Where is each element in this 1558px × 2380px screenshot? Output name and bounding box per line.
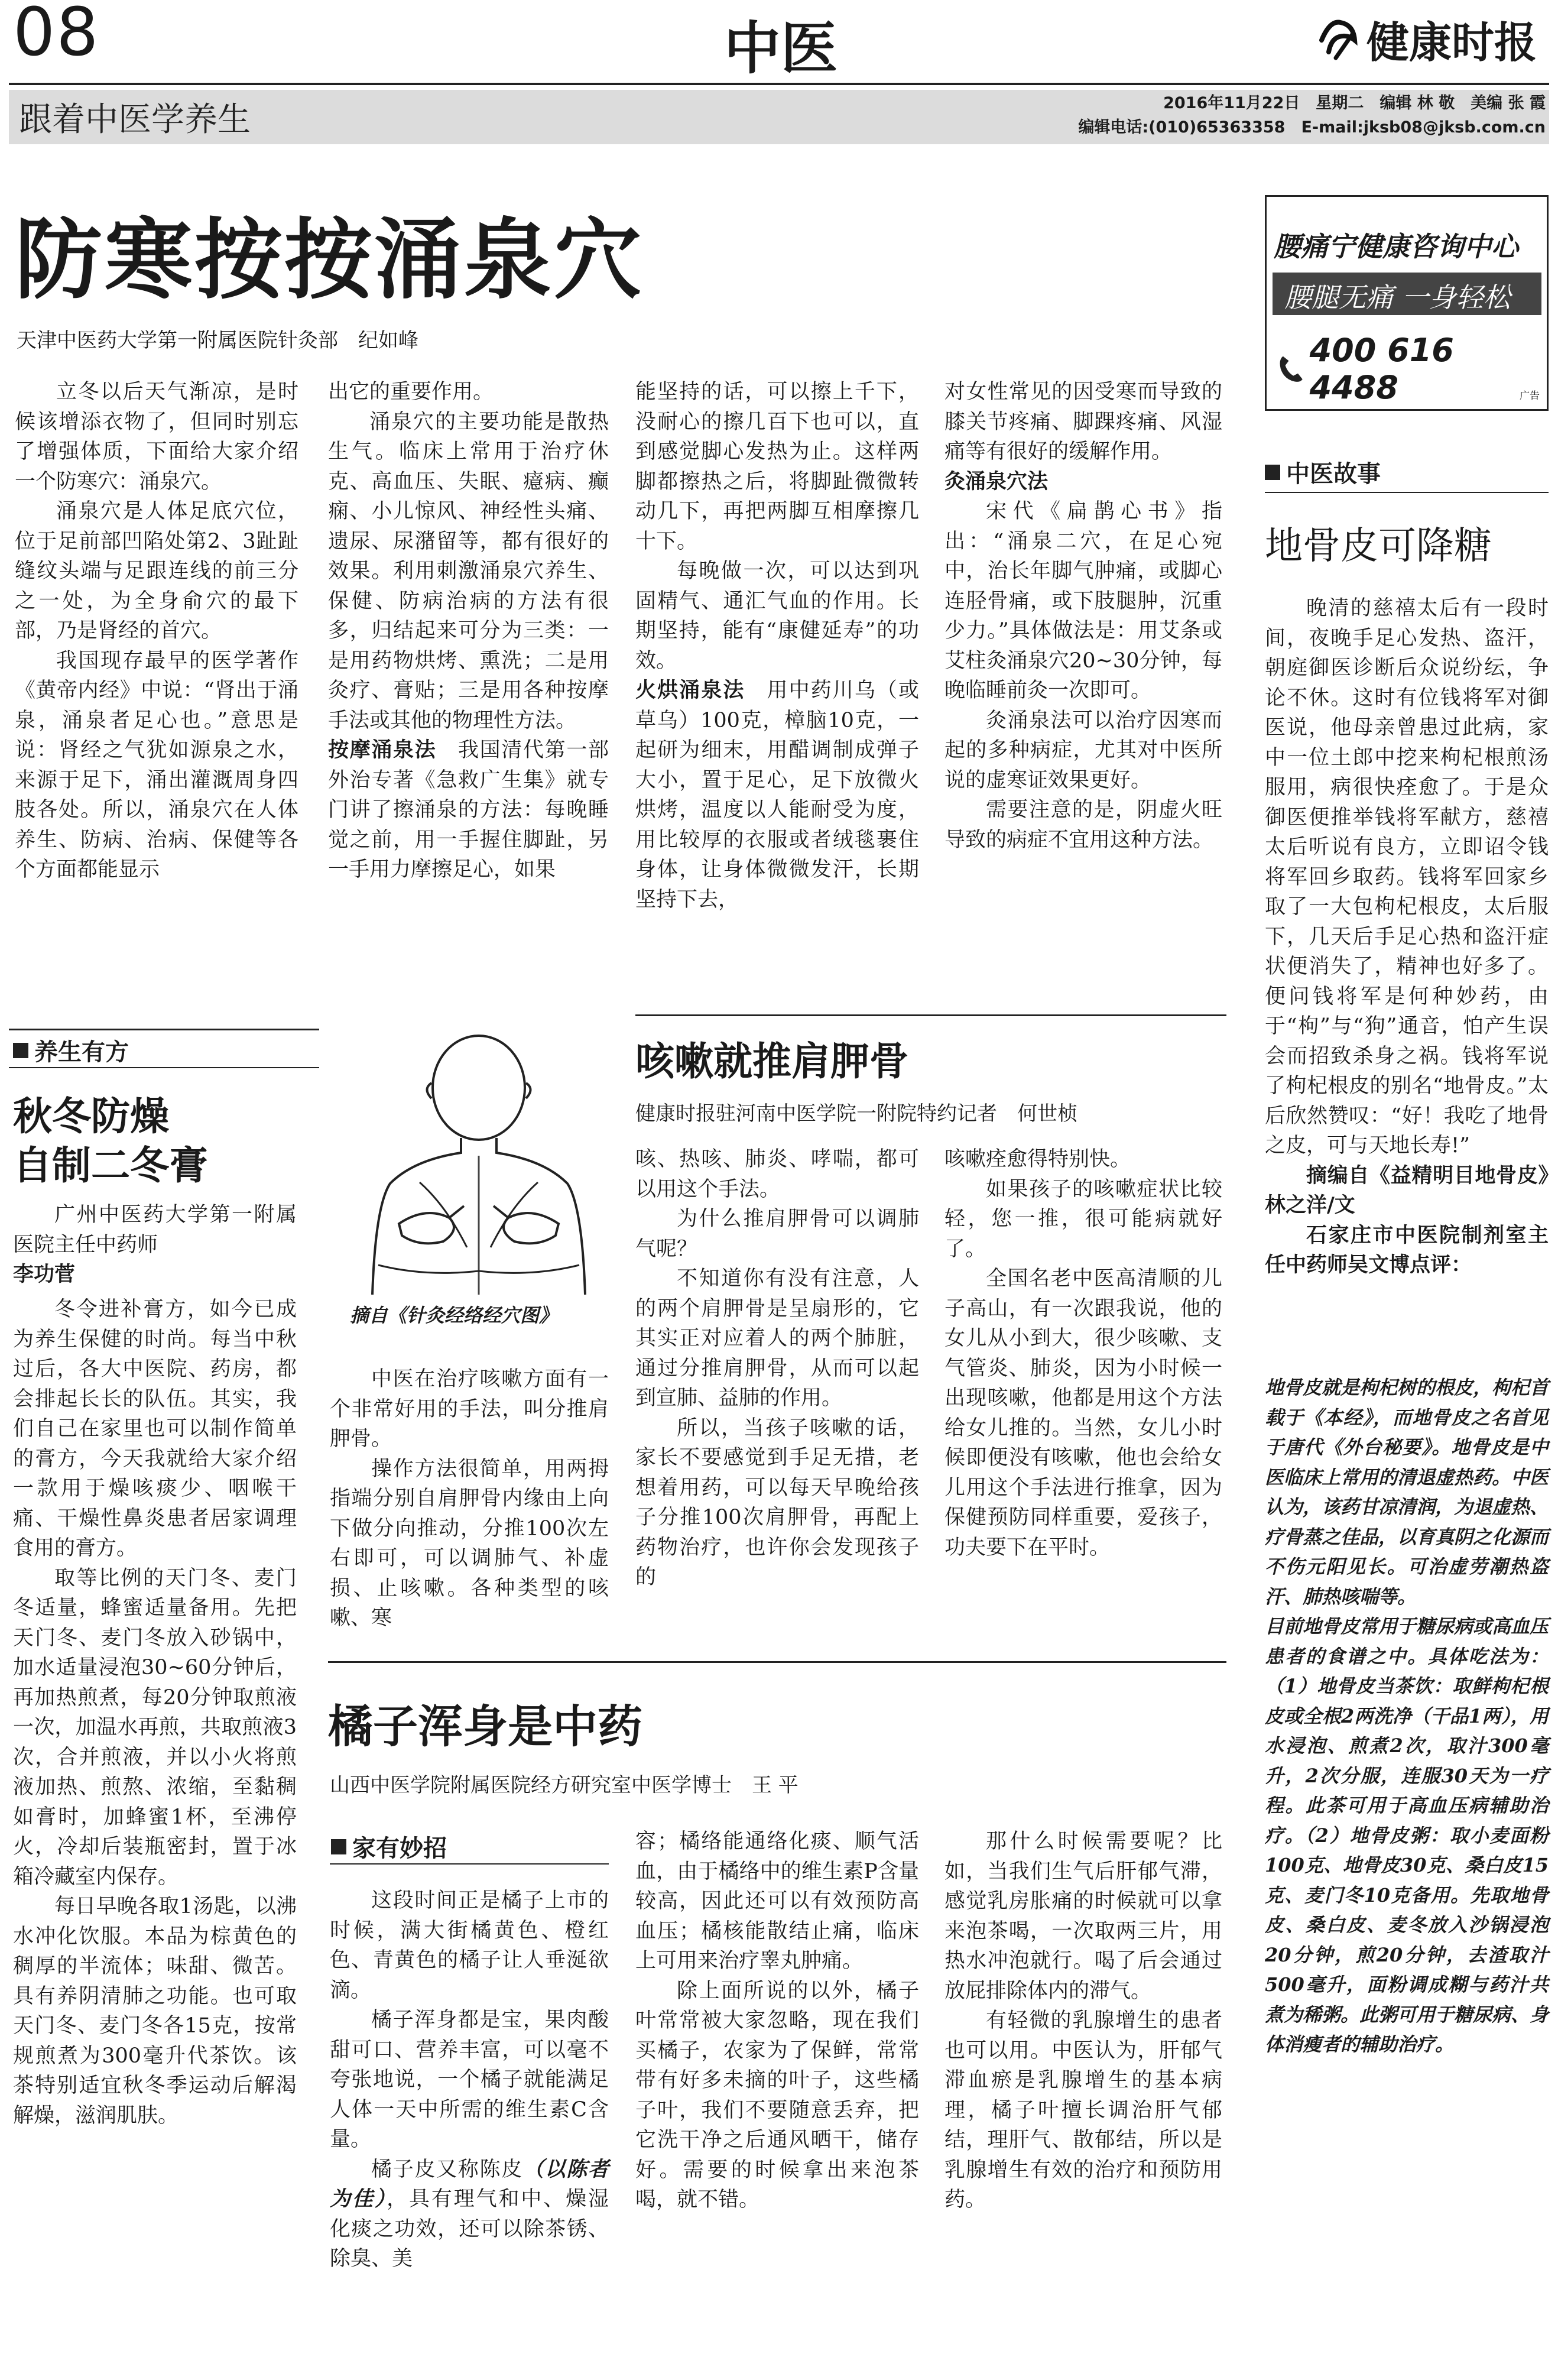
orange-byline: 山西中医学院附属医院经方研究室中医学博士 王 平 <box>330 1773 799 1797</box>
main-col-3-a <box>635 377 919 676</box>
paragraph: 取等比例的天门冬、麦门冬适量，蜂蜜适量备用。先把天门冬、麦门冬放入砂锅中，加水适量浸泡30~60分钟后，再加热煎煮，每20分钟取煎液一次，加温水再煎，共取煎液3次，合并煎液，并以小火将煎液加热、煎熬、浓缩，至黏稠如膏时，加蜂蜜1杯，至沸停火，冷却后装瓶密封，置于冰箱冷藏室内保存。 <box>13 1566 297 1889</box>
paragraph: 每晚做一次，可以达到巩固精气、通汇气血的作用。长期坚持，能有“康健延寿”的功效。 <box>635 559 919 673</box>
orange-section-rule <box>330 1863 609 1865</box>
paragraph: 中医在治疗咳嗽方面有一个非常好用的手法，叫分推肩胛骨。 <box>330 1367 609 1451</box>
paragraph: 每日早晚各取1汤匙，以沸水冲化饮服。本品为棕黄色的稠厚的半流体；味甜、微苦。具有养阴清肺之功能。也可取天门冬、麦门冬各15克，按常规煎煮为300毫升代茶饮。该茶特别适宜秋冬季运动后解渴解燥，滋润肌肤。 <box>13 1895 297 2128</box>
column-name: 跟着中医学养生 <box>19 100 251 139</box>
date-line: 2016年11月22日 星期二 编辑 林 敬 美编 张 霞 <box>1163 94 1546 112</box>
paper-logo <box>1318 8 1537 70</box>
orange-col-1-b: ，具有理气和中、燥湿化痰之功效，还可以除茶锈、除臭、美 <box>330 2187 609 2271</box>
orange-col-1-a <box>330 1886 609 2155</box>
ad-box[interactable] <box>1265 195 1549 411</box>
main-col-2 <box>328 377 609 885</box>
ad-title: 腰痛宁健康咨询中心 <box>1274 231 1518 262</box>
tcm-story-comment: 地骨皮就是枸杞树的根皮，枸杞首载于《本经》，而地骨皮之名首见于唐代《外台秘要》。地骨皮是中医临床上常用的清退虚热药。中医认为，该药甘凉清润，为退虚热、疗骨蒸之佳品，以育真阴之化源而不伤元阳见长。可治虚劳潮热盗汗、肺热咳喘等。 目前地骨皮常用于糖尿病或高血压患者的食谱之中。具体吃法为：（1）地骨皮当茶饮：取鲜枸杞根皮或全根2两洗净（干品1两），用水浸泡、煎煮2次，取汁300毫升，2次分服，连服30天为一疗程。此茶可用于高血压病辅助治疗。（2）地骨皮粥：取小麦面粉100克、地骨皮30克、桑白皮15克、麦门冬10克备用。先取地骨皮、桑白皮、麦冬放入沙锅浸泡20分钟，煎20分钟，去渣取汁500毫升，面粉调成糊与药汁共煮为稀粥。此粥可用于糖尿病、身体消瘦者的辅助治疗。 <box>1265 1376 1549 2055</box>
tcm-story-source: 摘编自《益精明目地骨皮》林之洋/文 <box>1265 1163 1549 1217</box>
paragraph: 涌泉穴是人体足底穴位，位于足前部凹陷处第2、3趾趾缝纹头端与足跟连线的前三分之一处，为全身俞穴的最下部，乃是肾经的首穴。 <box>15 500 298 643</box>
wellness-top-rule <box>9 1029 319 1030</box>
orange-headline: 橘子浑身是中药 <box>328 1700 642 1753</box>
square-bullet-icon <box>1265 465 1280 480</box>
ad-phone-row <box>1277 332 1547 406</box>
ad-phone[interactable]: 400 616 4488 <box>1309 332 1454 406</box>
tcm-story-headline: 地骨皮可降糖 <box>1265 524 1492 568</box>
main-col-4-b <box>944 497 1222 855</box>
main-col-1 <box>15 377 298 885</box>
wellness-section <box>13 1033 129 1067</box>
header-rule <box>9 83 1549 85</box>
tcm-story-rule <box>1265 492 1549 493</box>
paragraph: 容；橘络能通络化痰、顺气活血，由于橘络中的维生素P含量较高，因此还可以有效预防高血压；橘核能散结止痛，临床上可用来治疗睾丸肿痛。 <box>635 1830 919 1973</box>
tcm-story-section <box>1265 455 1381 489</box>
paragraph: 除上面所说的以外，橘子叶常常被大家忽略，现在我们买橘子，农家为了保鲜，常常带有好多未摘的叶子，这些橘子叶，我们不要随意丢弃，把它洗干净之后通风晒干，储存好。需要的时候拿出来泡茶喝，就不错。 <box>635 1979 919 2212</box>
wellness-rule <box>9 1067 319 1068</box>
orange-section-label: 家有妙招 <box>352 1835 447 1862</box>
orange-top-rule <box>328 1661 1226 1663</box>
paper-logo-text: 健康时报 <box>1367 18 1537 67</box>
paragraph: 不知道你有没有注意，人的两个肩胛骨是呈扇形的，它其实正对应着人的两个肺脏，通过分推肩胛骨，从而可以起到宣肺、益肺的作用。 <box>635 1267 919 1410</box>
paragraph: 所以，当孩子咳嗽的话，家长不要感觉到手足无措，老想着用药，可以每天早晚给孩子分推100次肩胛骨，再配上药物治疗，也许你会发现孩子的 <box>635 1416 919 1589</box>
main-col-4 <box>944 377 1222 855</box>
tcm-story-commentator: 石家庄市中医院制剂室主任中药师吴文博点评： <box>1265 1223 1549 1277</box>
square-bullet-icon <box>13 1043 28 1058</box>
square-bullet-icon <box>331 1839 346 1854</box>
moxa-method-label: 灸涌泉穴法 <box>944 469 1049 494</box>
massage-method-label: 按摩涌泉法 <box>328 738 437 762</box>
paragraph: 全国名老中医高清顺的儿子高山，有一次跟我说，他的女儿从小到大，很少咳嗽、支气管炎、肺炎，因为小时候一出现咳嗽，他都是用这个方法给女儿推的。当然，女儿小时候即便没有咳嗽，他也会给女儿用这个手法进行推拿，因为保健预防同样重要，爱孩子，功夫要下在平时。 <box>944 1267 1222 1559</box>
main-col-4-b-wrap <box>944 467 1222 855</box>
paragraph: 操作方法很简单，用两拇指端分别自肩胛骨内缘由上向下做分向推动，分推100次左右即可，可以调肺气、补虚损、止咳嗽。各种类型的咳嗽、寒 <box>330 1457 609 1630</box>
main-col-4-a: 对女性常见的因受寒而导致的膝关节疼痛、脚踝疼痛、风湿痛等有很好的缓解作用。 <box>944 380 1222 463</box>
orange-col-1-b-pre: 橘子皮又称陈皮 <box>371 2157 523 2181</box>
ad-tag: 广告 <box>1520 390 1540 402</box>
paragraph: 橘子浑身都是宝，果肉酸甜可口、营养丰富，可以毫不夸张地说，一个橘子就能满足人体一天中所需的维生素C含量。 <box>330 2008 609 2151</box>
orange-section <box>331 1830 447 1863</box>
phone-icon <box>1277 354 1305 384</box>
orange-col-2 <box>635 1827 919 2215</box>
paragraph: 立冬以后天气渐凉，是时候该增添衣物了，但同时别忘了增强体质，下面给大家介绍一个防寒穴：涌泉穴。 <box>15 380 298 494</box>
acupoint-figure <box>343 1029 615 1327</box>
main-col-3-b: 用中药川乌（或草乌）100克，樟脑10克，一起研为细末，用醋调制成弹子大小，置于足心，足下放微火烘烤，温度以人能耐受为度，用比较厚的衣服或者绒毯裹住身体，让身体微微发汗，长期坚持下去， <box>635 679 919 912</box>
ad-slogan: 腰腿无痛 一身轻松 <box>1284 281 1511 313</box>
wellness-body <box>13 1295 297 2131</box>
main-col-2-a <box>328 377 609 735</box>
tcm-story-text: 晚清的慈禧太后有一段时间，夜晚手足心发热、盗汗，朝庭御医诊断后众说纷纭，争论不休。这时有位钱将军对御医说，他母亲曾患过此病，家中一位土郎中挖来枸杞根煎汤服用，病很快痊愈了。于是众御医便推举钱将军献方，慈禧太后听说有良方，立即诏令钱将军回乡取药。钱将军回家乡取了一大包枸杞根皮，太后服下，几天后手足心热和盗汗症状便消失了，精神也好多了。便问钱将军是何种妙药，由于“枸”与“狗”通音，怕产生误会而招致杀身之祸。钱将军说了枸杞根皮的别名“地骨皮。”太后欣然赞叹：“好！我吃了地骨之皮，可与天地长寿!” <box>1265 596 1549 1157</box>
paragraph: 咳嗽痊愈得特别快。 <box>944 1147 1131 1171</box>
main-headline: 防寒按按涌泉穴 <box>15 208 644 311</box>
paragraph: 咳、热咳、肺炎、哮喘，都可以用这个手法。 <box>635 1147 919 1201</box>
paragraph: 如果孩子的咳嗽症状比较轻，您一推，很可能病就好了。 <box>944 1177 1222 1261</box>
orange-col-1-b-note: （以陈者为佳） <box>330 2157 609 2211</box>
wellness-headline-1: 秋冬防燥 <box>13 1093 169 1139</box>
tcm-story-section-label: 中医故事 <box>1286 461 1381 488</box>
paragraph: 宋代《扁鹊心书》指出：“涌泉二穴，在足心宛中，治长年脚气肿痛，或脚心连胫骨痛，或下肢腿肿，沉重少力。”具体做法是：用艾条或艾柱灸涌泉穴20~30分钟，每晚临睡前灸一次即可。 <box>944 500 1222 702</box>
paragraph: 这段时间正是橘子上市的时候，满大街橘黄色、橙红色、青黄色的橘子让人垂涎欲滴。 <box>330 1889 609 2002</box>
tcm-story-body <box>1265 594 1549 1280</box>
logo-icon <box>1318 17 1361 61</box>
orange-col-3 <box>944 1827 1222 2215</box>
wellness-author-name: 李功菅 <box>13 1263 76 1286</box>
paragraph: 能坚持的话，可以擦上千下，没耐心的擦几百下也可以，直到感觉脚心发热为止。这样两脚都擦热之后，将脚趾微微转动几下，再把两脚互相摩擦几十下。 <box>635 380 919 553</box>
orange-col-1 <box>330 1886 609 2274</box>
paragraph: 我国现存最早的医学著作《黄帝内经》中说：“肾出于涌泉，涌泉者足心也。”意思是说：肾经之气犹如源泉之水，来源于足下，涌出灌溉周身四肢各处。所以，涌泉穴在人体养生、防病、治病、保健等各个方面都能显示 <box>15 648 298 881</box>
paragraph: 那什么时候需要呢？比如，当我们生气后肝郁气滞，感觉乳房胀痛的时候就可以拿来泡茶喝，一次取两三片，用热水冲泡就行。喝了后会通过放屁排除体内的滞气。 <box>944 1830 1222 2003</box>
paragraph: 冬令进补膏方，如今已成为养生保健的时尚。每当中秋过后，各大中医院、药房，都会排起长长的队伍。其实，我们自己在家里也可以制作简单的膏方，今天我就给大家介绍一款用于燥咳痰少、咽喉干痛、干燥性鼻炎患者居家调理食用的膏方。 <box>13 1298 297 1560</box>
cough-byline: 健康时报驻河南中医学院一附院特约记者 何世桢 <box>635 1102 1077 1126</box>
cough-col-3 <box>944 1144 1222 1562</box>
fire-method-label: 火烘涌泉法 <box>635 679 745 702</box>
figure-caption: 摘自《针灸经络经穴图》 <box>350 1304 559 1327</box>
paragraph: 灸涌泉法可以治疗因寒而起的多种病症，尤其对中医所说的虚寒证效果更好。 <box>944 708 1222 792</box>
wellness-author-text: 广州中医药大学第一附属医院主任中药师 <box>13 1203 297 1257</box>
paragraph: 涌泉穴的主要功能是散热生气。临床上常用于治疗休克、高血压、失眠、癔病、癫痫、小儿惊风、神经性头痛、遗尿、尿潴留等，都有很好的效果。利用刺激涌泉穴养生、保健、防病治病的方法有很多，归结起来可分为三类：一是用药物烘烤、熏洗；二是用灸疗、膏贴；三是用各种按摩手法或其他的物理性方法。 <box>328 410 609 732</box>
main-byline: 天津中医药大学第一附属医院针灸部 纪如峰 <box>17 329 418 352</box>
back-figure-illustration <box>343 1029 615 1295</box>
cough-headline: 咳嗽就推肩胛骨 <box>635 1038 908 1084</box>
section-title: 中医 <box>724 15 838 82</box>
main-col-3-b-wrap <box>635 676 919 915</box>
paragraph: 为什么推肩胛骨可以调肺气呢？ <box>635 1207 919 1261</box>
cough-col-1 <box>330 1364 609 1633</box>
cough-top-rule <box>635 1014 1226 1016</box>
paragraph: 有轻微的乳腺增生的患者也可以用。中医认为，肝郁气滞血瘀是乳腺增生的基本病理，橘子叶擅长调治肝气郁结，理肝气、散郁结，所以是乳腺增生有效的治疗和预防用药。 <box>944 2009 1222 2212</box>
orange-col-1-b-wrap <box>330 2155 609 2274</box>
wellness-headline-2: 自制二冬膏 <box>13 1142 208 1188</box>
contact-line: 编辑电话:(010)65363358 E-mail:jksb08@jksb.com.cn <box>1078 118 1546 137</box>
wellness-author <box>13 1200 297 1290</box>
main-col-2-b: 我国清代第一部外治专著《急救广生集》就专门讲了擦涌泉的方法：每晚睡觉之前，用一手握住脚趾，另一手用力摩擦足心，如果 <box>328 738 609 881</box>
paragraph: 出它的重要作用。 <box>328 380 494 404</box>
wellness-section-label: 养生有方 <box>34 1039 129 1066</box>
main-col-3 <box>635 377 919 915</box>
page-number: 08 <box>13 0 100 71</box>
cough-col-2 <box>635 1144 919 1593</box>
main-col-2-b-wrap <box>328 735 609 885</box>
paragraph: 需要注意的是，阴虚火旺导致的病症不宜用这种方法。 <box>944 798 1222 852</box>
